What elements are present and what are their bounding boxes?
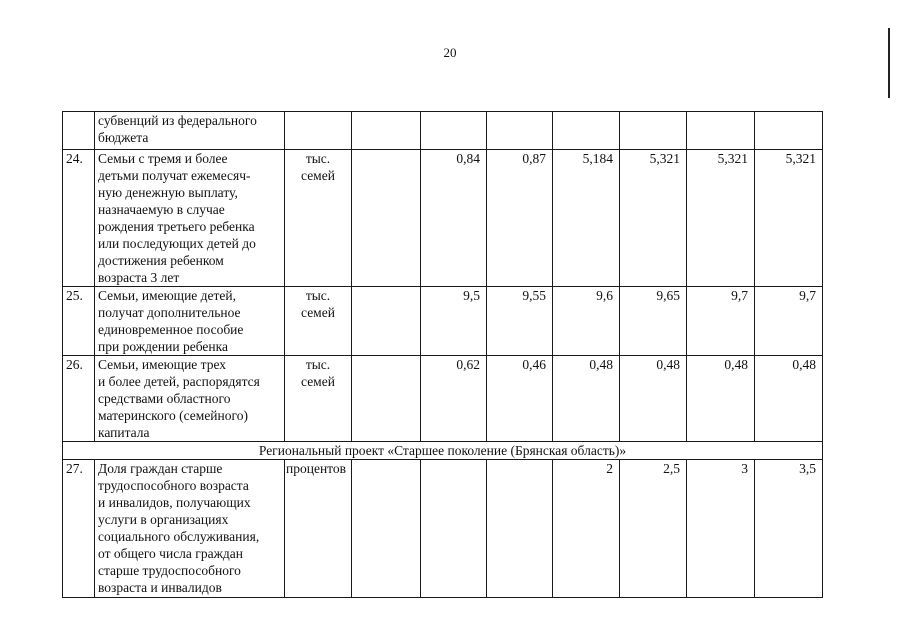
value-cell <box>352 356 421 442</box>
value-cell: 0,48 <box>687 356 755 442</box>
value-cell: 2 <box>553 460 620 598</box>
table-row <box>63 112 823 150</box>
page-number: 20 <box>443 45 457 60</box>
section-header: Региональный проект «Старшее поколение (Брянская область)» <box>63 442 823 460</box>
value-cell: 9,5 <box>421 287 487 356</box>
value-cell: 0,48 <box>755 356 823 442</box>
scan-edge-line <box>888 28 890 98</box>
indicator-name: Семьи, имеющие трех и более детей, распорядятся средствами областного материнского (семейного) капитала <box>95 356 285 442</box>
unit-cell: тыс. семей <box>285 150 352 287</box>
value-cell: 3,5 <box>755 460 823 598</box>
indicator-name: субвенций из федерального бюджета <box>95 112 285 150</box>
value-cell: 0,48 <box>620 356 687 442</box>
value-cell: 0,62 <box>421 356 487 442</box>
value-cell: 3 <box>687 460 755 598</box>
value-cell <box>421 460 487 598</box>
row-number: 27. <box>63 460 95 598</box>
value-cell: 5,184 <box>553 150 620 287</box>
indicator-name: Семьи, имеющие детей, получат дополнительное единовременное пособие при рождении ребенка <box>95 287 285 356</box>
value-cell <box>421 112 487 150</box>
value-cell: 5,321 <box>687 150 755 287</box>
row-number: 26. <box>63 356 95 442</box>
row-number <box>63 112 95 150</box>
value-cell <box>553 112 620 150</box>
value-cell <box>687 112 755 150</box>
section-header-row <box>63 442 823 460</box>
value-cell: 2,5 <box>620 460 687 598</box>
table-row <box>63 150 823 287</box>
value-cell: 0,87 <box>487 150 553 287</box>
indicators-table <box>62 111 823 598</box>
value-cell: 9,55 <box>487 287 553 356</box>
value-cell <box>352 460 421 598</box>
value-cell <box>620 112 687 150</box>
indicator-name: Семьи с тремя и более детьми получат ежемесяч- ную денежную выплату, назначаемую в случае рождения третьего ребенка или последующих детей до достижения ребенком возраста 3 лет <box>95 150 285 287</box>
value-cell: 0,46 <box>487 356 553 442</box>
value-cell: 9,65 <box>620 287 687 356</box>
value-cell <box>487 460 553 598</box>
value-cell <box>352 150 421 287</box>
value-cell: 9,7 <box>687 287 755 356</box>
value-cell: 5,321 <box>620 150 687 287</box>
value-cell <box>352 287 421 356</box>
value-cell: 5,321 <box>755 150 823 287</box>
value-cell <box>487 112 553 150</box>
table-row <box>63 460 823 598</box>
unit-cell <box>285 112 352 150</box>
value-cell: 9,7 <box>755 287 823 356</box>
unit-cell: тыс. семей <box>285 356 352 442</box>
value-cell: 0,84 <box>421 150 487 287</box>
table-row <box>63 287 823 356</box>
value-cell <box>352 112 421 150</box>
unit-cell: процентов <box>285 460 352 598</box>
row-number: 24. <box>63 150 95 287</box>
indicator-name: Доля граждан старше трудоспособного возраста и инвалидов, получающих услуги в организациях социального обслуживания, от общего числа граждан старше трудоспособного возраста и инвалидов <box>95 460 285 598</box>
value-cell: 0,48 <box>553 356 620 442</box>
unit-cell: тыс. семей <box>285 287 352 356</box>
row-number: 25. <box>63 287 95 356</box>
value-cell <box>755 112 823 150</box>
table-row <box>63 356 823 442</box>
value-cell: 9,6 <box>553 287 620 356</box>
